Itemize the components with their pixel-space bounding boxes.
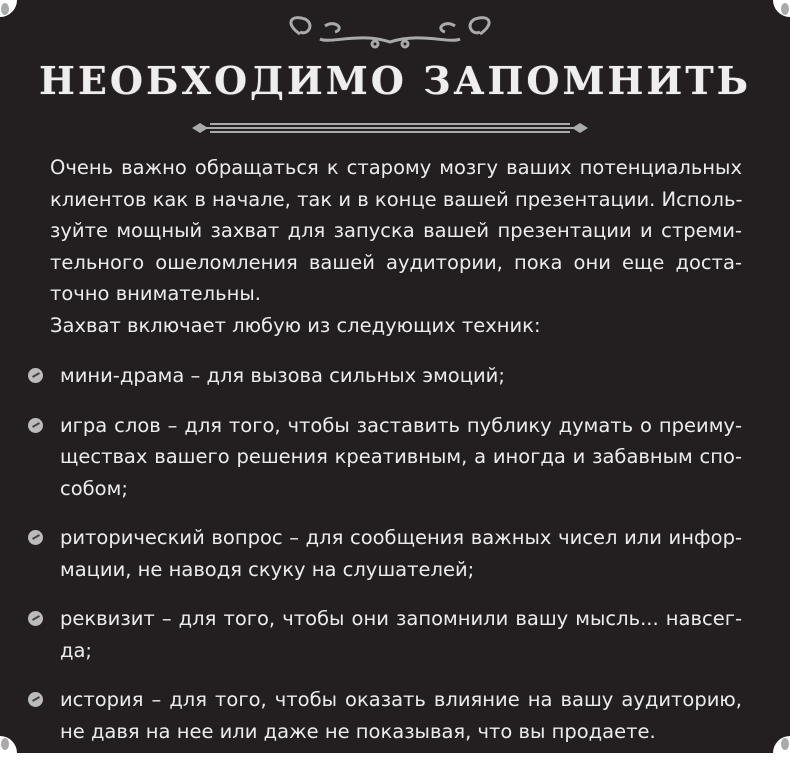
bullet-icon bbox=[28, 692, 43, 707]
text-line: реквизит – для того, чтобы они запомнили вашу мысль... навсег- bbox=[60, 607, 742, 630]
bullet-icon bbox=[28, 418, 43, 433]
text-line: история – для того, чтобы оказать влияние на вашу аудиторию, bbox=[60, 688, 742, 711]
bullet-icon bbox=[28, 530, 43, 545]
intro-paragraph bbox=[50, 152, 742, 341]
list-item bbox=[28, 410, 742, 505]
divider-ornament-icon bbox=[190, 118, 590, 138]
text-line: риторический вопрос – для сообщения важных чисел или инфор- bbox=[60, 526, 742, 549]
corner-pin-icon bbox=[0, 736, 17, 770]
corner-pin-icon bbox=[0, 0, 17, 17]
corner-pin-icon bbox=[773, 0, 790, 17]
text-line: мини-драма – для вызова сильных эмоций; bbox=[60, 364, 505, 387]
corner-pin-icon bbox=[773, 736, 790, 770]
text-line: ществах вашего решения креативным, а иногда и забавным спо- bbox=[60, 445, 742, 468]
page-title: НЕОБХОДИМО ЗАПОМНИТЬ bbox=[39, 58, 751, 103]
list-item bbox=[28, 603, 742, 666]
text-line: Очень важно обращаться к старому мозгу ваших потенциальных bbox=[50, 156, 742, 179]
text-line: игра слов – для того, чтобы заставить публику думать о преиму- bbox=[60, 413, 742, 437]
text-line: собом; bbox=[60, 476, 128, 500]
text-line: Захват включает любую из следующих техник: bbox=[50, 313, 541, 337]
bullet-icon bbox=[28, 611, 43, 626]
text-line: не давя на нее или даже не показывая, что вы продаете. bbox=[60, 719, 656, 743]
text-line: точно внимательны. bbox=[50, 282, 261, 305]
text-line: да; bbox=[60, 638, 93, 662]
text-line: мации, не наводя скуку на слушателей; bbox=[60, 557, 475, 581]
technique-list bbox=[28, 360, 742, 765]
flourish-ornament-icon bbox=[280, 14, 500, 54]
text-line: тельного ошеломления вашей аудитории, пока они еще доста- bbox=[50, 250, 742, 274]
list-item bbox=[28, 360, 742, 392]
text-line: клиентов как в начале, так и в конце вашей презентации. Исполь- bbox=[50, 187, 743, 211]
list-item bbox=[28, 684, 742, 747]
list-item bbox=[28, 522, 742, 585]
text-line: зуйте мощный захват для запуска вашей презентации и стреми- bbox=[50, 219, 742, 242]
bullet-icon bbox=[28, 368, 43, 383]
